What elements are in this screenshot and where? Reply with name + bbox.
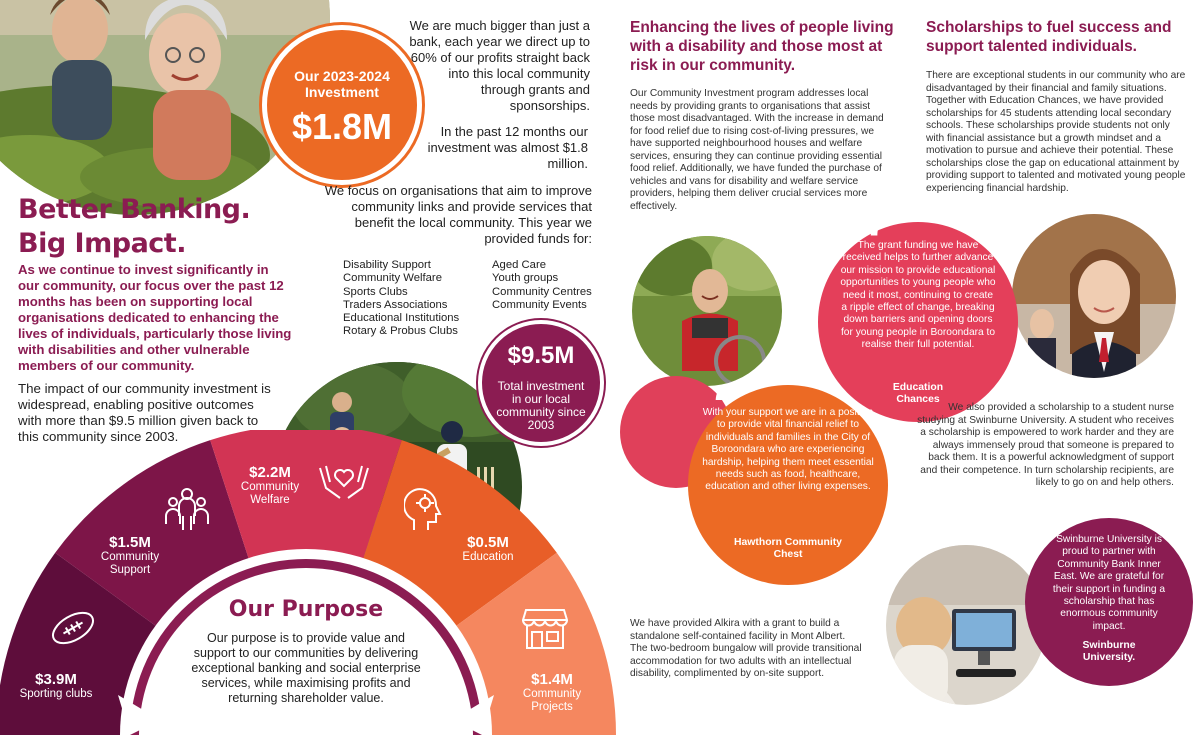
list-item: Community Events bbox=[492, 298, 587, 311]
list-item: Sports Clubs bbox=[343, 285, 408, 298]
disability-text: Our Community Investment program addresses local needs by providing grants to organisations that assist those most disadvantaged. With the increase in demand for food relief due to rising cost-of-living pressures, we have supported neighbourhood houses and welfare services, ensuring they can continue providing essential food relief. Additionally, we have funded the purchase of vehicles and vans for disability and welfare service providers, helping them deliver crucial services more effectively. bbox=[630, 88, 884, 212]
scholarship-heading: Scholarships to fuel success and support talented individuals. bbox=[926, 19, 1172, 55]
investment-amount: $1.8M bbox=[291, 106, 393, 147]
purpose-text: Our purpose is to provide value and support to our communities by delivering exceptional banking and social enterprise services, while maximising profits and returning shareholder value. bbox=[191, 631, 421, 705]
list-item: Rotary & Probus Clubs bbox=[343, 325, 458, 338]
segment-sporting: $3.9M Sporting clubs bbox=[19, 671, 93, 700]
investment-label: Our 2023-2024 Investment bbox=[294, 68, 390, 100]
headline-line-1: Better Banking. bbox=[18, 194, 251, 225]
hawthorn-quote-source: Hawthorn Community Chest bbox=[734, 537, 842, 561]
intro-paragraph-3: We focus on organisations that aim to improve community links and provide services that benefit the local community. This year we provided funds for: bbox=[324, 183, 592, 246]
quote-icon: “ bbox=[1039, 512, 1065, 563]
nurse-text: We also provided a scholarship to a student nurse studying at Swinburne University. A student who receives a scholarship is empowered to work harder and they are always immensely proud that someone is prepared to back them. It is a powerful acknowledgment of support and their competence. In turn scholarship recipients, are likely to go on and help others. bbox=[917, 402, 1174, 488]
list-item: Community Centres bbox=[492, 285, 592, 298]
people-icon bbox=[162, 486, 212, 532]
hawthorn-quote-text: With your support we are in a position to provide vital financial relief to individuals and families in the City of Boroondara who are experiencing hardship, helping them meet essential needs such as food, healthcare, education and other living expenses. bbox=[702, 407, 874, 493]
wheelchair-photo bbox=[632, 236, 782, 386]
intro-paragraph-2: In the past 12 months our investment was almost $1.8 million. bbox=[427, 124, 588, 171]
quote-icon: “ bbox=[712, 374, 744, 438]
hawthorn-quote-bubble bbox=[688, 374, 888, 585]
impact-paragraph: The impact of our community investment is widespread, enabling positive outcomes with more than $9.5 million given back to this community since 2003. bbox=[18, 381, 271, 444]
lead-paragraph: As we continue to invest significantly in our community, our focus over the past 12 months has been on supporting local organisations dedicated to enhancing the lives of individuals, particularly those living with disabilities and other vulnerable members of our community. bbox=[18, 262, 292, 373]
headline-line-2: Big Impact. bbox=[18, 228, 186, 259]
list-item: Aged Care bbox=[492, 259, 547, 271]
swinburne-quote-source: Swinburne University. bbox=[1082, 640, 1136, 664]
segment-community-support: $1.5M Community Support bbox=[100, 534, 160, 576]
funds-list-1 bbox=[343, 259, 459, 339]
segment-education: $0.5M Education bbox=[462, 534, 514, 563]
page-title bbox=[18, 193, 250, 261]
football-icon bbox=[48, 607, 98, 649]
total-badge bbox=[478, 320, 604, 446]
funds-list-2 bbox=[492, 259, 592, 312]
list-item: Educational Institutions bbox=[343, 312, 460, 325]
investment-badge bbox=[262, 25, 422, 185]
disability-heading: Enhancing the lives of people living with a disability and those most at risk in our community. bbox=[630, 19, 894, 74]
list-item: Youth groups bbox=[492, 272, 559, 285]
alkira-text: We have provided Alkira with a grant to build a standalone self-contained facility in Mont Albert. The two-bedroom bungalow will provide transitional accommodation for two adults with an intellectual disability, complimented by on-site support. bbox=[630, 618, 862, 679]
nurse-photo bbox=[886, 545, 1046, 705]
list-item: Disability Support bbox=[343, 259, 431, 271]
list-item: Traders Associations bbox=[343, 298, 448, 311]
purpose-title: Our Purpose bbox=[228, 597, 384, 622]
swinburne-quote-bubble bbox=[1025, 512, 1193, 686]
list-item: Community Welfare bbox=[343, 272, 442, 285]
intro-paragraph-1: We are much bigger than just a bank, each year we direct up to 60% of our profits straight back into this local community through grants and sponsorships. bbox=[409, 18, 590, 113]
swinburne-quote-text: Swinburne University is proud to partner with Community Bank Inner East. We are grateful for their support in funding a scholarship that has enormous community impact. bbox=[1052, 534, 1166, 632]
shop-icon bbox=[522, 606, 568, 652]
education-quote-text: The grant funding we have received helps to further advance our mission to provide educational opportunities to young people who need it most, continuing to create a ripple effect of change, breaking down barriers and opening doors for young people in Boroondara to realise their full potential. bbox=[840, 240, 996, 351]
total-amount: $9.5M bbox=[507, 342, 575, 369]
scholarship-text: There are exceptional students in our community who are disadvantaged by their financial and family situations. Together with Education Chances, we have provided scholarships for 45 students attending local secondary schools. These scholarships provide students not only with financial assistance but a growth mindset and a motivation to pursue and achieve their potential. These scholarships close the gap on educational attainment by providing support to talented and motivated young people experiencing financial hardship. bbox=[926, 70, 1186, 194]
education-quote-source: Education Chances bbox=[892, 382, 944, 406]
education-quote-bubble bbox=[818, 211, 1018, 422]
total-label: Total investment in our local community since 2003 bbox=[496, 379, 586, 432]
student-photo bbox=[1012, 214, 1176, 378]
segment-community-projects: $1.4M Community Projects bbox=[522, 671, 582, 713]
hands-heart-icon bbox=[316, 458, 372, 502]
head-gear-icon bbox=[404, 486, 446, 532]
segment-community-welfare: $2.2M Community Welfare bbox=[240, 464, 300, 506]
quote-icon: “ bbox=[856, 211, 885, 270]
